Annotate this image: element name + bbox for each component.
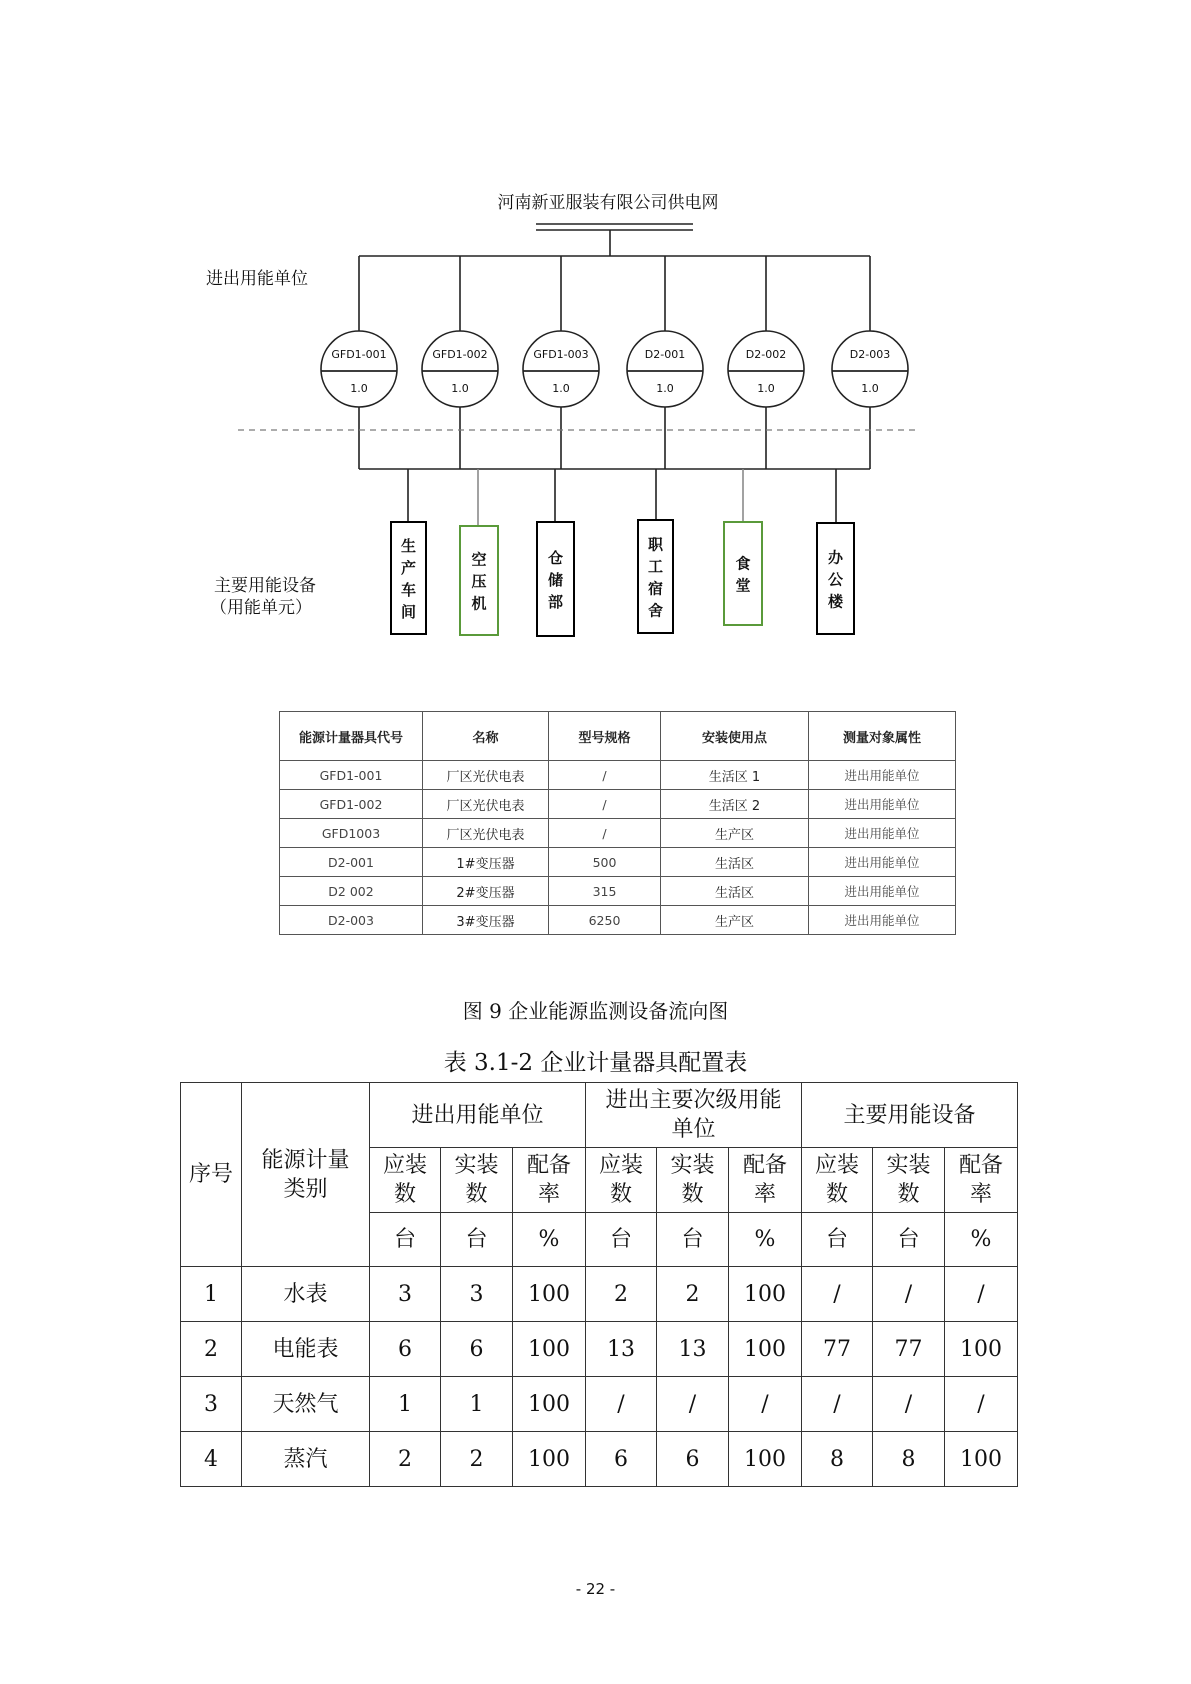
subheader-installed-actual — [441, 1148, 513, 1213]
subheader-line1: 配备 — [742, 1153, 787, 1178]
config-table-row — [181, 1267, 1018, 1322]
cell-energy-type: 天然气 — [242, 1377, 370, 1432]
unit-header: 台 — [370, 1213, 441, 1267]
meter-table-row — [280, 906, 956, 935]
unit-label-char: 办 — [827, 548, 844, 567]
cell-seq: 4 — [181, 1432, 242, 1487]
subheader-installed-required — [586, 1148, 657, 1213]
subheader-installed-required — [802, 1148, 873, 1213]
unit-label-char: 压 — [471, 572, 487, 591]
unit-label-char: 食 — [735, 554, 751, 573]
cell-name: 厂区光伏电表 — [423, 790, 549, 819]
cell-value: 100 — [729, 1432, 802, 1487]
cell-attribute: 进出用能单位 — [809, 819, 956, 848]
meter-circle — [422, 331, 498, 407]
meter-circle — [523, 331, 599, 407]
unit-header: 台 — [441, 1213, 513, 1267]
unit-label-char: 宿 — [647, 579, 664, 598]
cell-value: 13 — [657, 1322, 729, 1377]
header-group-equipment: 主要用能设备 — [802, 1083, 1018, 1148]
header-install-location: 安装使用点 — [661, 712, 809, 761]
cell-value: 100 — [945, 1432, 1018, 1487]
cell-model: / — [549, 761, 661, 790]
unit-label-char: 堂 — [735, 576, 751, 595]
page-number: - 22 - — [575, 1580, 616, 1598]
subheader-line1: 应装 — [598, 1153, 643, 1178]
subheader-line2: 数 — [609, 1182, 632, 1207]
meter-table-row — [280, 761, 956, 790]
meter-code: GFD1-002 — [432, 348, 488, 361]
unit-label-char: 生 — [400, 537, 417, 555]
diagram-title: 河南新亚服装有限公司供电网 — [497, 193, 719, 213]
meter-6 — [832, 256, 908, 469]
cell-location: 生活区 — [661, 877, 809, 906]
unit-label-char: 储 — [547, 571, 564, 589]
header-model: 型号规格 — [549, 712, 661, 761]
meter-code: D2-001 — [644, 348, 686, 361]
cell-value: 100 — [513, 1322, 586, 1377]
cell-meter-code: D2 002 — [280, 877, 423, 906]
cell-model: 315 — [549, 877, 661, 906]
unit-label-char: 楼 — [827, 592, 844, 611]
meter-5 — [728, 256, 804, 469]
cell-location: 生产区 — [661, 906, 809, 935]
unit-label-char: 工 — [647, 557, 664, 576]
subheader-line2: 数 — [465, 1182, 488, 1207]
unit-header: 台 — [873, 1213, 945, 1267]
subheader-line1: 实装 — [454, 1153, 499, 1178]
cell-value: 6 — [586, 1432, 657, 1487]
header-energy-type-line2: 类别 — [283, 1176, 328, 1202]
label-main-equipment: 主要用能设备 — [214, 576, 316, 596]
meter-class: 1.0 — [757, 382, 775, 395]
cell-meter-code: D2-001 — [280, 848, 423, 877]
config-header-row-1 — [181, 1083, 1018, 1148]
cell-value: / — [802, 1267, 873, 1322]
subheader-line2: 率 — [969, 1182, 992, 1207]
cell-model: 500 — [549, 848, 661, 877]
cell-value: / — [586, 1377, 657, 1432]
config-table-row — [181, 1432, 1018, 1487]
subheader-installed-required — [370, 1148, 441, 1213]
subheader-installed-actual — [873, 1148, 945, 1213]
header-measure-attribute: 测量对象属性 — [809, 712, 956, 761]
subheader-line2: 数 — [393, 1182, 416, 1207]
cell-value: 3 — [370, 1267, 441, 1322]
cell-value: 6 — [370, 1322, 441, 1377]
config-table-row — [181, 1377, 1018, 1432]
cell-energy-type: 电能表 — [242, 1322, 370, 1377]
header-energy-type-line1: 能源计量 — [261, 1147, 350, 1173]
cell-value: 2 — [657, 1267, 729, 1322]
cell-attribute: 进出用能单位 — [809, 848, 956, 877]
unit-label-char: 产 — [400, 559, 417, 577]
cell-value: 100 — [513, 1432, 586, 1487]
cell-value: 100 — [729, 1267, 802, 1322]
cell-energy-type: 蒸汽 — [242, 1432, 370, 1487]
cell-meter-code: GFD1003 — [280, 819, 423, 848]
cell-value: 2 — [370, 1432, 441, 1487]
cell-value: / — [729, 1377, 802, 1432]
cell-value: 77 — [802, 1322, 873, 1377]
meter-class: 1.0 — [861, 382, 879, 395]
subheader-line2: 数 — [681, 1182, 704, 1207]
cell-seq: 2 — [181, 1322, 242, 1377]
subheader-line2: 率 — [537, 1182, 560, 1207]
cell-value: 6 — [657, 1432, 729, 1487]
cell-value: 8 — [802, 1432, 873, 1487]
subheader-line1: 应装 — [814, 1153, 859, 1178]
meter-table-row — [280, 819, 956, 848]
header-seq: 序号 — [181, 1083, 242, 1267]
cell-attribute: 进出用能单位 — [809, 906, 956, 935]
meter-table-header-row — [280, 712, 956, 761]
cell-value: / — [945, 1267, 1018, 1322]
cell-location: 生活区 1 — [661, 761, 809, 790]
cell-meter-code: GFD1-001 — [280, 761, 423, 790]
unit-header: 台 — [586, 1213, 657, 1267]
subheader-installed-actual — [657, 1148, 729, 1213]
meter-table-row — [280, 877, 956, 906]
subheader-equip-rate — [945, 1148, 1018, 1213]
subheader-line2: 数 — [825, 1182, 848, 1207]
cell-model: / — [549, 819, 661, 848]
unit-label-char: 公 — [827, 570, 844, 589]
cell-value: 100 — [513, 1377, 586, 1432]
subheader-line1: 配备 — [958, 1153, 1003, 1178]
energy-flow-diagram — [0, 0, 1191, 660]
energy-unit-5 — [724, 469, 762, 625]
meter-class: 1.0 — [451, 382, 469, 395]
unit-label-char: 间 — [400, 603, 417, 621]
cell-value: 1 — [370, 1377, 441, 1432]
units-layer — [391, 469, 854, 636]
unit-label-char: 仓 — [547, 549, 564, 567]
meter-2 — [422, 256, 498, 469]
cell-attribute: 进出用能单位 — [809, 761, 956, 790]
cell-location: 生产区 — [661, 819, 809, 848]
meters-layer — [321, 256, 908, 469]
cell-location: 生活区 2 — [661, 790, 809, 819]
meter-table-row — [280, 790, 956, 819]
header-energy-type — [242, 1083, 370, 1267]
energy-unit-3 — [537, 469, 574, 636]
cell-value: 3 — [441, 1267, 513, 1322]
cell-meter-code: D2-003 — [280, 906, 423, 935]
subheader-line1: 实装 — [670, 1153, 715, 1178]
unit-header: % — [945, 1213, 1018, 1267]
energy-unit-2 — [460, 469, 498, 635]
cell-name: 2#变压器 — [423, 877, 549, 906]
cell-meter-code: GFD1-002 — [280, 790, 423, 819]
cell-value: / — [873, 1377, 945, 1432]
unit-label-char: 机 — [471, 594, 487, 613]
meter-class: 1.0 — [350, 382, 368, 395]
unit-label-char: 部 — [547, 593, 564, 611]
meter-code: D2-003 — [849, 348, 891, 361]
cell-value: 13 — [586, 1322, 657, 1377]
cell-attribute: 进出用能单位 — [809, 790, 956, 819]
cell-name: 厂区光伏电表 — [423, 819, 549, 848]
energy-unit-4 — [638, 469, 673, 633]
cell-value: 1 — [441, 1377, 513, 1432]
subheader-line1: 配备 — [526, 1153, 571, 1178]
unit-label-char: 职 — [647, 535, 664, 554]
unit-header: 台 — [657, 1213, 729, 1267]
label-energy-unit: （用能单元） — [210, 598, 312, 618]
meter-class: 1.0 — [552, 382, 570, 395]
cell-location: 生活区 — [661, 848, 809, 877]
subheader-equip-rate — [513, 1148, 586, 1213]
unit-label-char: 舍 — [647, 601, 664, 620]
subheader-line1: 实装 — [886, 1153, 931, 1178]
cell-model: / — [549, 790, 661, 819]
subheader-line2: 率 — [753, 1182, 776, 1207]
cell-name: 1#变压器 — [423, 848, 549, 877]
unit-box — [724, 522, 762, 625]
header-name: 名称 — [423, 712, 549, 761]
meter-circle — [728, 331, 804, 407]
unit-header: % — [729, 1213, 802, 1267]
config-table-row — [181, 1322, 1018, 1377]
cell-value: 100 — [513, 1267, 586, 1322]
cell-value: 2 — [441, 1432, 513, 1487]
cell-value: 2 — [586, 1267, 657, 1322]
energy-unit-1 — [391, 469, 426, 634]
cell-model: 6250 — [549, 906, 661, 935]
energy-unit-6 — [817, 469, 854, 634]
cell-name: 3#变压器 — [423, 906, 549, 935]
cell-seq: 3 — [181, 1377, 242, 1432]
cell-value: 100 — [945, 1322, 1018, 1377]
subheader-line1: 应装 — [382, 1153, 427, 1178]
meter-3 — [523, 256, 599, 469]
header-meter-code: 能源计量器具代号 — [280, 712, 423, 761]
meter-circle — [321, 331, 397, 407]
meter-table-row — [280, 848, 956, 877]
cell-value: / — [802, 1377, 873, 1432]
label-in-out-units: 进出用能单位 — [206, 269, 308, 289]
table-caption: 表 3.1-2 企业计量器具配置表 — [443, 1050, 748, 1076]
meter-1 — [321, 256, 397, 469]
header-group-secondary — [586, 1083, 802, 1148]
cell-value: 8 — [873, 1432, 945, 1487]
meter-4 — [627, 256, 703, 469]
meter-code: GFD1-001 — [331, 348, 387, 361]
cell-value: / — [873, 1267, 945, 1322]
meter-circle — [832, 331, 908, 407]
cell-attribute: 进出用能单位 — [809, 877, 956, 906]
header-group-in-out: 进出用能单位 — [370, 1083, 586, 1148]
unit-header: 台 — [802, 1213, 873, 1267]
cell-energy-type: 水表 — [242, 1267, 370, 1322]
unit-label-char: 车 — [400, 581, 417, 599]
meter-code: GFD1-003 — [533, 348, 589, 361]
cell-value: 77 — [873, 1322, 945, 1377]
meter-class: 1.0 — [656, 382, 674, 395]
meter-circle — [627, 331, 703, 407]
cell-value: 100 — [729, 1322, 802, 1377]
cell-value: / — [657, 1377, 729, 1432]
figure-caption: 图 9 企业能源监测设备流向图 — [462, 999, 729, 1023]
cell-seq: 1 — [181, 1267, 242, 1322]
unit-label-char: 空 — [471, 550, 487, 569]
meter-config-table — [180, 1082, 1018, 1487]
header-group-secondary-text: 进出主要次级用能单位 — [605, 1088, 782, 1142]
subheader-line2: 数 — [897, 1182, 920, 1207]
cell-value: / — [945, 1377, 1018, 1432]
meter-list-table — [279, 711, 956, 935]
meter-code: D2-002 — [745, 348, 787, 361]
subheader-equip-rate — [729, 1148, 802, 1213]
unit-header: % — [513, 1213, 586, 1267]
cell-name: 厂区光伏电表 — [423, 761, 549, 790]
cell-value: 6 — [441, 1322, 513, 1377]
